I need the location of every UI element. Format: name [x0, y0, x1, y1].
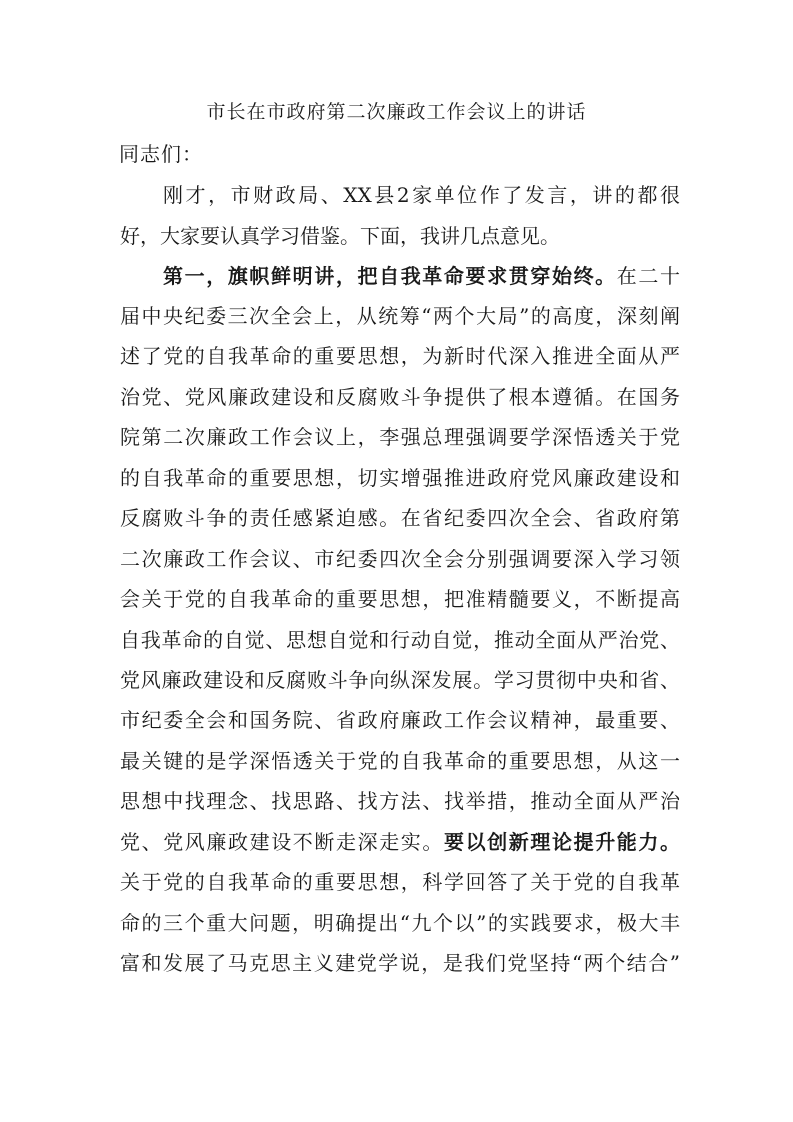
- paragraph-line: [120, 868, 680, 896]
- paragraph-line: [120, 706, 680, 734]
- paragraph-line: [163, 262, 680, 290]
- paragraph-line: [120, 949, 680, 977]
- greeting: 同志们：: [119, 142, 203, 166]
- line-text: 二次廉政工作会议、市纪委四次全会分别强调要深入学习领: [120, 547, 680, 571]
- section-subheading: 要以创新理论提升能力。: [444, 830, 680, 854]
- paragraph-line: [120, 464, 680, 492]
- line-text: 党、党风廉政建设不断走深走实。: [120, 830, 444, 854]
- paragraph-line: [120, 545, 680, 573]
- paragraph-line: [120, 342, 680, 370]
- paragraph-line: [163, 181, 680, 209]
- line-text: 关于党的自我革命的重要思想，科学回答了关于党的自我革: [120, 870, 680, 894]
- paragraph-line: [120, 302, 680, 330]
- paragraph-line: [120, 383, 680, 411]
- paragraph-line: [120, 423, 680, 451]
- document-title: 市长在市政府第二次廉政工作会议上的讲话: [206, 101, 587, 123]
- paragraph-line: [120, 787, 680, 815]
- line-text: 好，大家要认真学习借鉴。下面，我讲几点意见。: [120, 224, 560, 248]
- line-text: 最关键的是学深悟透关于党的自我革命的重要思想，从这一: [120, 749, 680, 773]
- line-text: 届中央纪委三次全会上，从统筹“两个大局”的高度，深刻阐: [120, 304, 680, 328]
- line-text: 述了党的自我革命的重要思想，为新时代深入推进全面从严: [120, 344, 680, 368]
- line-text: 思想中找理念、找思路、找方法、找举措，推动全面从严治: [120, 789, 680, 813]
- paragraph-line: [120, 626, 680, 654]
- line-text: 富和发展了马克思主义建党学说，是我们党坚持“两个结合”: [120, 951, 680, 975]
- paragraph-line: [120, 222, 680, 250]
- line-text: 市纪委全会和国务院、省政府廉政工作会议精神，最重要、: [120, 708, 680, 732]
- line-text: 在二十: [616, 264, 681, 288]
- line-text: 会关于党的自我革命的重要思想，把准精髓要义，不断提高: [120, 587, 680, 611]
- line-text: 党风廉政建设和反腐败斗争向纵深发展。学习贯彻中央和省、: [120, 668, 680, 692]
- section-heading: 第一，旗帜鲜明讲，把自我革命要求贯穿始终。: [163, 264, 617, 288]
- paragraph-line: [120, 747, 680, 775]
- line-text: 治党、党风廉政建设和反腐败斗争提供了根本遵循。在国务: [120, 385, 680, 409]
- paragraph-line: [120, 585, 680, 613]
- line-text: 院第二次廉政工作会议上，李强总理强调要学深悟透关于党: [120, 425, 680, 449]
- paragraph-line: [120, 828, 680, 856]
- line-text: 刚才，市财政局、XX县2家单位作了发言，讲的都很: [163, 183, 680, 207]
- line-text: 命的三个重大问题，明确提出“九个以”的实践要求，极大丰: [120, 911, 680, 935]
- paragraph-line: [120, 909, 680, 937]
- line-text: 反腐败斗争的责任感紧迫感。在省纪委四次全会、省政府第: [120, 506, 680, 530]
- line-text: 自我革命的自觉、思想自觉和行动自觉，推动全面从严治党、: [120, 628, 680, 652]
- paragraph-line: [120, 666, 680, 694]
- paragraph-line: [120, 504, 680, 532]
- line-text: 的自我革命的重要思想，切实增强推进政府党风廉政建设和: [120, 466, 680, 490]
